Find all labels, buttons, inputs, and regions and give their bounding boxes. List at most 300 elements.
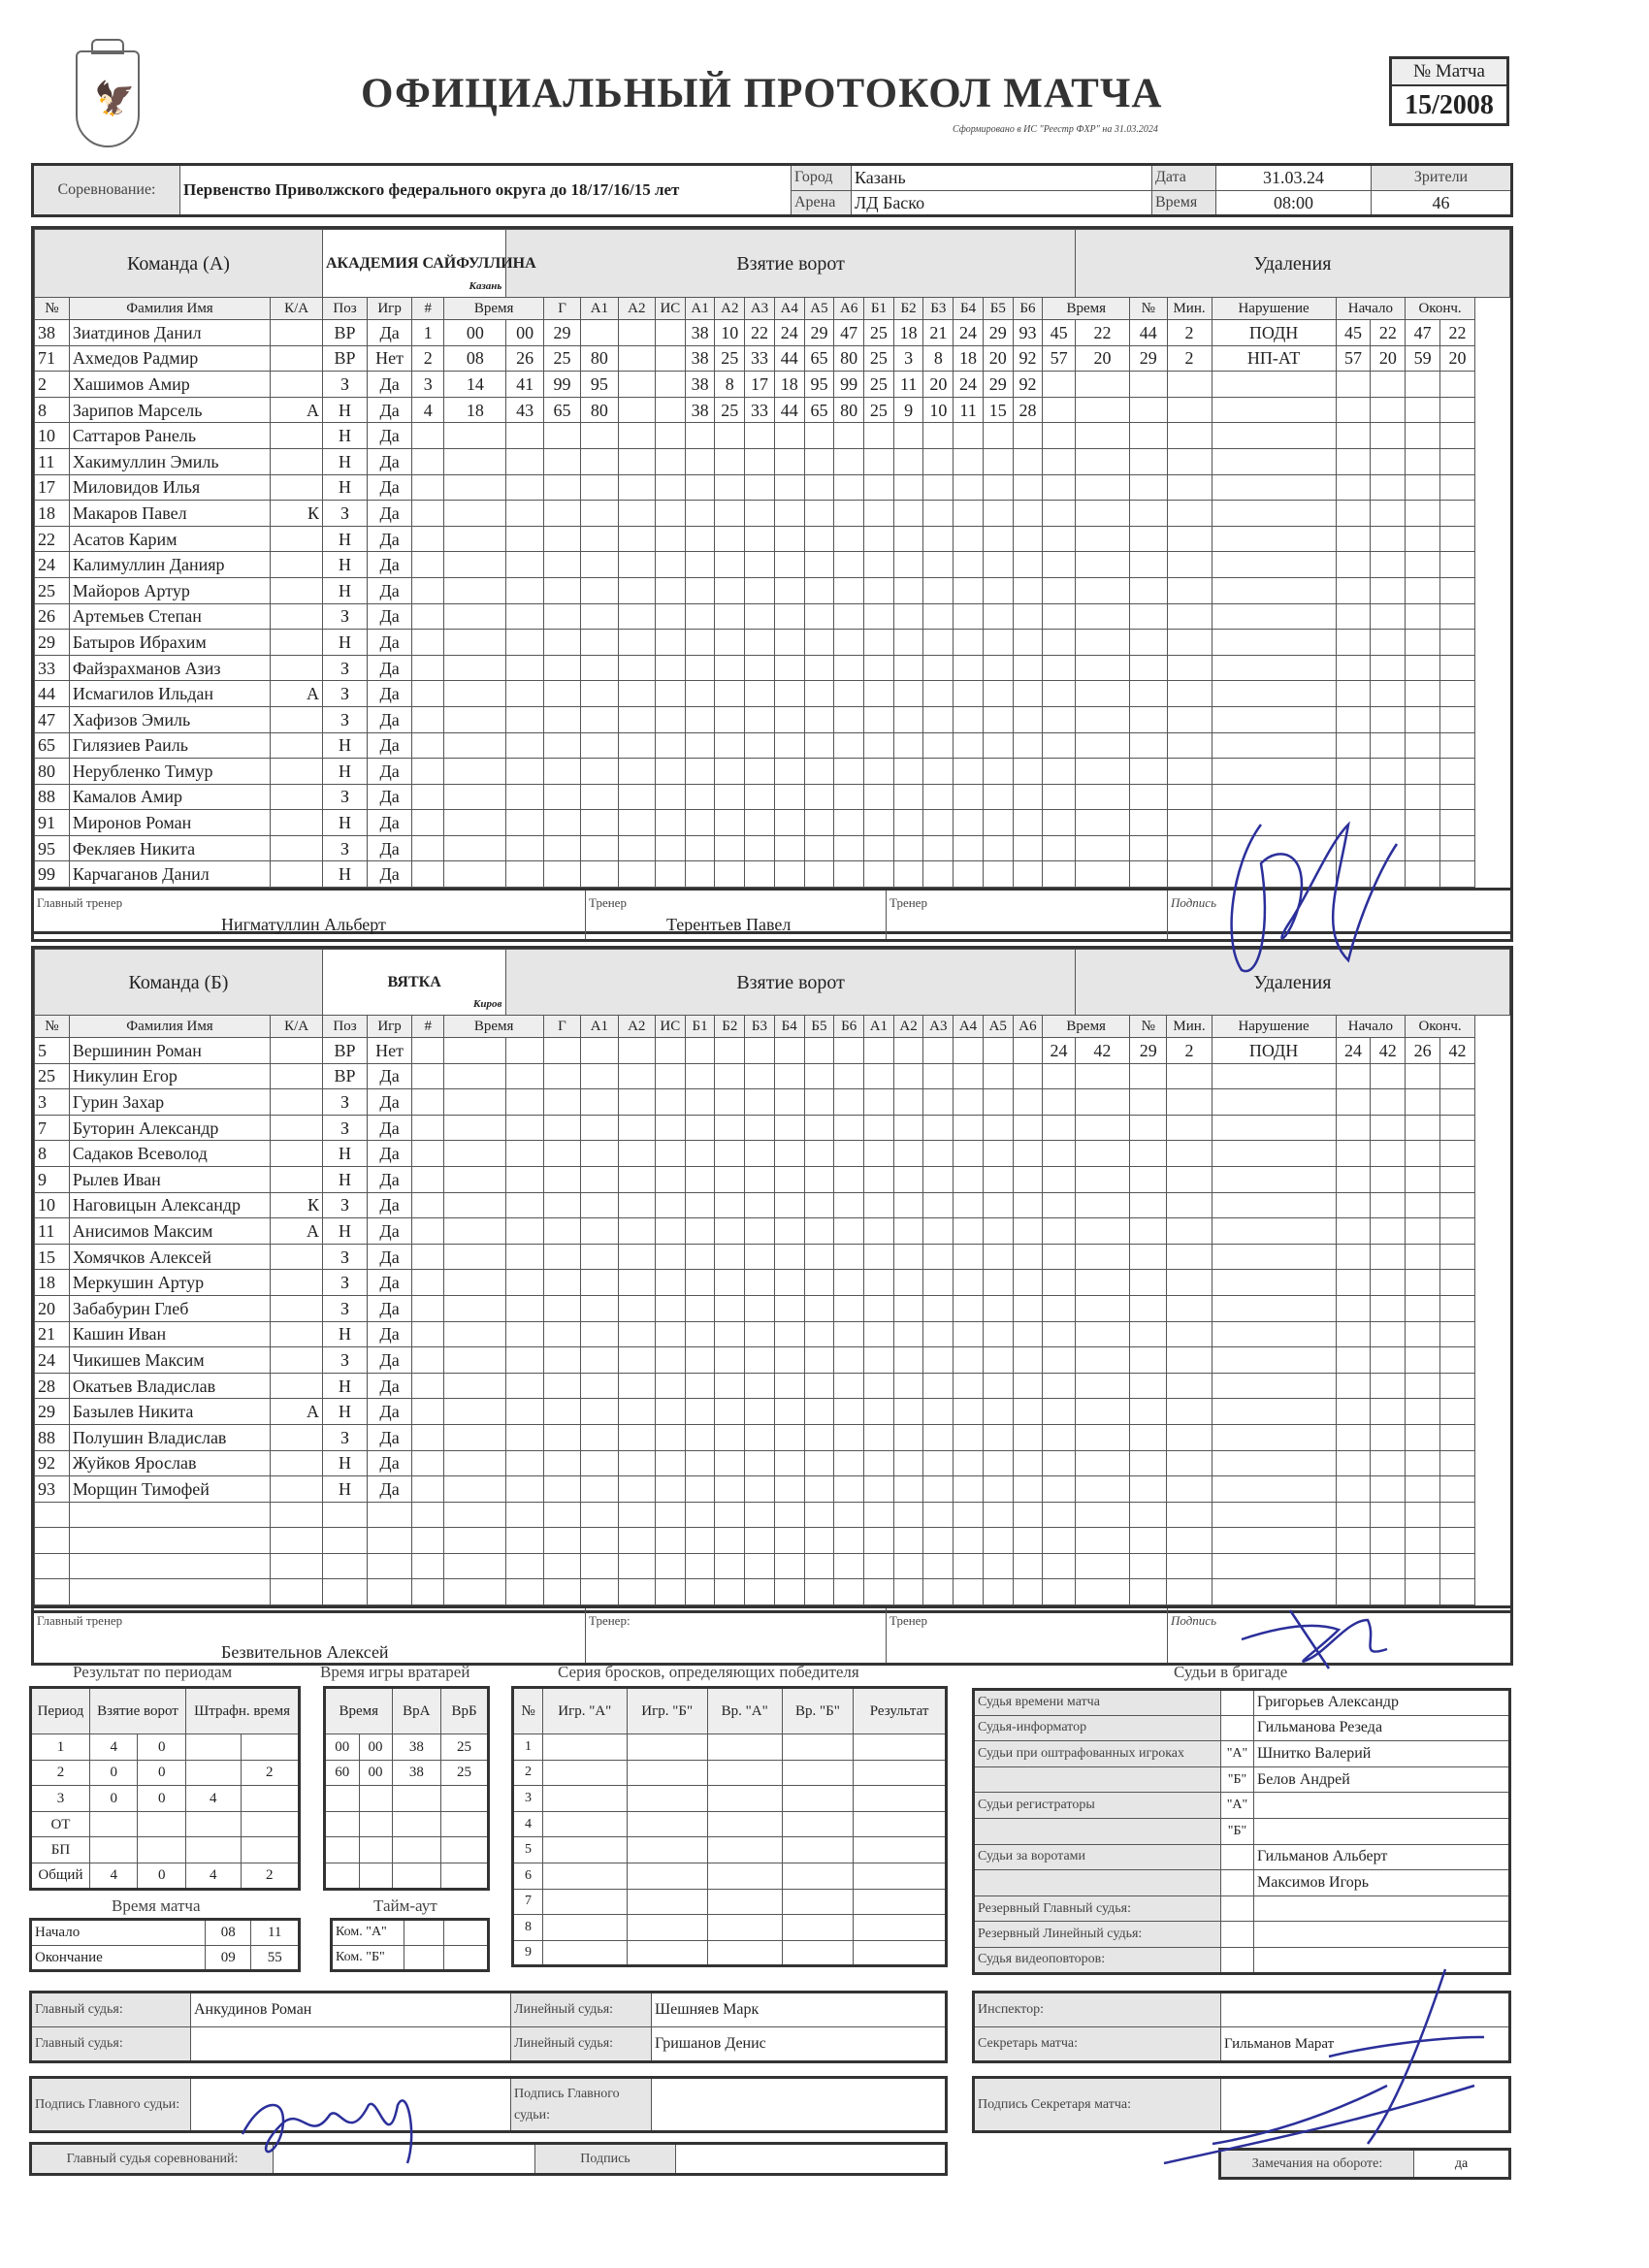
city-label: Город	[792, 165, 852, 191]
gk-h-b: ВрБ	[441, 1688, 489, 1734]
table-row	[35, 320, 1510, 346]
shootout-cell	[782, 1889, 854, 1915]
goal-cell	[506, 1321, 543, 1347]
penalty-cell	[1167, 372, 1212, 398]
onice-cell	[1013, 630, 1043, 656]
onice-cell	[774, 448, 804, 474]
penalty-cell	[1043, 1373, 1075, 1399]
penalty-cell	[1167, 1424, 1212, 1450]
penalty-cell	[1130, 759, 1167, 785]
goal-cell	[618, 448, 655, 474]
penalty-cell	[1167, 1399, 1212, 1425]
penalty-cell	[1167, 1502, 1212, 1528]
team-b-table	[34, 949, 1510, 1605]
goal-cell	[412, 1399, 444, 1425]
goal-cell	[412, 759, 444, 785]
player-played: Да	[368, 861, 412, 888]
penalty-cell: 45	[1043, 320, 1075, 346]
goal-cell	[412, 1450, 444, 1476]
penalty-cell	[1043, 681, 1075, 707]
team-b-col-10: ИС	[655, 1016, 685, 1038]
onice-cell	[923, 1579, 954, 1605]
onice-cell	[923, 1115, 954, 1141]
player-number: 24	[35, 1347, 70, 1374]
player-number: 25	[35, 1063, 70, 1089]
penalty-cell	[1336, 1399, 1371, 1425]
penalty-cell	[1371, 1270, 1406, 1296]
team-a-col-onice-2: А3	[745, 298, 775, 320]
table-row	[35, 1141, 1510, 1167]
onice-cell	[685, 630, 715, 656]
onice-cell	[1013, 1476, 1043, 1503]
goal-cell	[581, 501, 618, 527]
goal-cell	[656, 655, 686, 681]
goal-cell	[581, 1089, 618, 1116]
main-ref-1: Анкудинов Роман	[191, 1993, 511, 2027]
player-name: Наговицын Александр	[69, 1192, 270, 1218]
player-played: Да	[368, 784, 412, 810]
onice-cell	[893, 1192, 923, 1218]
penalty-cell	[1371, 1399, 1406, 1425]
penalty-cell: 20	[1440, 345, 1475, 372]
player-name: Зиатдинов Данил	[69, 320, 270, 346]
player-role	[271, 732, 323, 759]
team-b-penalties-title: Удаления	[1075, 950, 1509, 1016]
onice-cell	[864, 784, 894, 810]
onice-cell	[804, 603, 834, 630]
onice-cell	[685, 759, 715, 785]
onice-cell	[834, 1295, 864, 1321]
onice-cell	[774, 1476, 804, 1503]
match-end-h: 09	[206, 1945, 251, 1971]
penalty-cell	[1212, 1424, 1336, 1450]
goal-cell	[444, 1450, 506, 1476]
goal-cell: 00	[444, 320, 506, 346]
player-role	[271, 655, 323, 681]
goal-cell	[581, 474, 618, 501]
onice-cell	[834, 1321, 864, 1347]
penalty-cell	[1130, 1553, 1167, 1579]
penalty-cell	[1336, 1218, 1371, 1245]
onice-cell	[923, 1063, 954, 1089]
table-row	[35, 759, 1510, 785]
player-played: Да	[368, 681, 412, 707]
goal-cell	[444, 784, 506, 810]
player-name: Буторин Александр	[69, 1115, 270, 1141]
player-name: Карчаганов Данил	[69, 861, 270, 888]
onice-cell	[715, 1270, 745, 1296]
goal-cell	[655, 1063, 685, 1089]
onice-cell	[1013, 1373, 1043, 1399]
city-value: Казань	[852, 165, 1152, 191]
goal-cell	[655, 1553, 685, 1579]
onice-cell	[715, 1192, 745, 1218]
penalty-cell	[1075, 835, 1129, 861]
onice-cell	[715, 448, 745, 474]
onice-cell	[893, 1038, 923, 1064]
onice-cell	[685, 526, 715, 552]
goal-cell	[618, 1218, 655, 1245]
penalty-cell: 22	[1075, 320, 1129, 346]
penalty-cell	[1167, 1192, 1212, 1218]
match-start-label: Начало	[31, 1920, 206, 1946]
onice-cell	[893, 706, 923, 732]
onice-cell	[804, 1244, 834, 1270]
goal-cell	[412, 706, 444, 732]
penalty-cell	[1440, 603, 1475, 630]
shootout-title: Серия бросков, определяющих победителя	[558, 1663, 859, 1681]
shootout-header: Игр. "А"	[543, 1688, 627, 1734]
team-a-col-onice-1: А2	[715, 298, 745, 320]
onice-cell	[774, 1038, 804, 1064]
table-row	[35, 1528, 1510, 1554]
team-b-col-onice-7: А2	[893, 1016, 923, 1038]
onice-cell	[983, 1141, 1013, 1167]
goal-cell	[543, 1347, 580, 1374]
player-role	[271, 1089, 323, 1116]
shootout-cell	[627, 1915, 707, 1941]
onice-cell	[774, 655, 804, 681]
onice-cell	[715, 1399, 745, 1425]
onice-cell	[715, 1476, 745, 1503]
gk-cell	[441, 1863, 489, 1889]
penalty-cell	[1406, 577, 1440, 603]
penalty-cell	[1212, 372, 1336, 398]
onice-cell	[954, 1063, 984, 1089]
player-played: Да	[368, 706, 412, 732]
player-number: 47	[35, 706, 70, 732]
onice-cell	[864, 1476, 894, 1503]
table-row	[35, 1089, 1510, 1116]
goal-cell	[444, 1166, 506, 1192]
onice-cell: 20	[923, 372, 954, 398]
onice-cell	[923, 630, 954, 656]
goal-cell	[412, 526, 444, 552]
onice-cell	[893, 1476, 923, 1503]
brigade-name	[1254, 1895, 1510, 1922]
brigade-row	[974, 1793, 1510, 1819]
player-number: 25	[35, 577, 70, 603]
onice-cell	[834, 577, 864, 603]
penalty-cell	[1043, 1166, 1075, 1192]
time-value: 08:00	[1216, 190, 1372, 216]
table-row	[35, 1502, 1510, 1528]
penalty-cell: ПОДН	[1212, 1038, 1336, 1064]
penalty-cell	[1130, 1192, 1167, 1218]
table-row	[35, 345, 1510, 372]
line-ref-1: Шешняев Марк	[652, 1993, 947, 2027]
onice-cell	[804, 526, 834, 552]
penalty-cell	[1075, 630, 1129, 656]
goal-cell	[543, 1424, 580, 1450]
table-row	[35, 423, 1510, 449]
shootout-cell	[854, 1811, 947, 1837]
shootout-row	[513, 1734, 947, 1761]
onice-cell	[923, 577, 954, 603]
onice-cell	[864, 1502, 894, 1528]
brigade-role	[974, 1766, 1221, 1793]
onice-cell: 29	[983, 320, 1013, 346]
team-a-col-onice-6: Б1	[864, 298, 894, 320]
onice-cell	[774, 1141, 804, 1167]
brigade-team: "А"	[1221, 1741, 1254, 1767]
player-role	[271, 1244, 323, 1270]
onice-cell	[774, 501, 804, 527]
goal-cell	[506, 1553, 543, 1579]
onice-cell	[774, 1089, 804, 1116]
onice-cell	[774, 1166, 804, 1192]
penalty-cell	[1212, 1270, 1336, 1296]
onice-cell	[685, 1115, 715, 1141]
player-played: Да	[368, 501, 412, 527]
onice-cell: 29	[983, 372, 1013, 398]
onice-cell	[983, 810, 1013, 836]
onice-cell	[685, 603, 715, 630]
player-played: Да	[368, 320, 412, 346]
penalty-cell	[1336, 1166, 1371, 1192]
onice-cell	[983, 759, 1013, 785]
penalty-cell	[1336, 526, 1371, 552]
penalty-cell	[1043, 1089, 1075, 1116]
player-name: Хафизов Эмиль	[69, 706, 270, 732]
onice-cell	[685, 1063, 715, 1089]
table-row	[35, 630, 1510, 656]
goal-cell	[506, 526, 543, 552]
goal-cell	[506, 501, 543, 527]
penalty-cell	[1043, 1450, 1075, 1476]
player-role	[271, 1347, 323, 1374]
goal-cell: 08	[444, 345, 506, 372]
onice-cell	[1013, 1450, 1043, 1476]
player-role	[271, 1166, 323, 1192]
goal-cell	[656, 630, 686, 656]
goal-cell	[444, 1373, 506, 1399]
penalty-cell	[1336, 577, 1371, 603]
secretary-label: Секретарь матча:	[974, 2027, 1221, 2062]
penalty-cell: 22	[1440, 320, 1475, 346]
goal-cell	[618, 1502, 655, 1528]
goal-cell	[655, 1141, 685, 1167]
player-number: 5	[35, 1038, 70, 1064]
onice-cell	[745, 1218, 775, 1245]
onice-cell	[983, 423, 1013, 449]
table-row	[35, 681, 1510, 707]
onice-cell	[774, 681, 804, 707]
onice-cell	[834, 1089, 864, 1116]
onice-cell	[774, 1218, 804, 1245]
goal-cell: 1	[412, 320, 444, 346]
onice-cell	[923, 1502, 954, 1528]
player-role: А	[271, 1218, 323, 1245]
onice-cell	[954, 603, 984, 630]
goal-cell	[412, 1295, 444, 1321]
penalty-cell	[1043, 1579, 1075, 1605]
team-b-col-pen-1: №	[1130, 1016, 1167, 1038]
player-played: Да	[368, 1476, 412, 1503]
goal-cell	[543, 1373, 580, 1399]
penalty-cell	[1212, 1063, 1336, 1089]
onice-cell	[923, 759, 954, 785]
brigade-team	[1221, 1690, 1254, 1716]
goal-cell	[543, 448, 580, 474]
penalty-cell	[1440, 861, 1475, 888]
onice-cell	[1013, 861, 1043, 888]
player-number: 18	[35, 1270, 70, 1296]
onice-cell	[745, 706, 775, 732]
penalty-cell	[1130, 501, 1167, 527]
penalty-cell	[1406, 1270, 1440, 1296]
penalty-cell	[1167, 501, 1212, 527]
onice-cell	[864, 1295, 894, 1321]
penalty-cell	[1075, 1347, 1129, 1374]
player-position	[322, 1528, 367, 1554]
onice-cell	[893, 861, 923, 888]
gk-h-time: Время	[325, 1688, 393, 1734]
onice-cell	[893, 501, 923, 527]
player-name: Асатов Карим	[69, 526, 270, 552]
onice-cell	[983, 1424, 1013, 1450]
player-position: ВР	[322, 1038, 367, 1064]
onice-cell	[864, 706, 894, 732]
onice-cell	[954, 681, 984, 707]
onice-cell	[834, 1450, 864, 1476]
player-name: Зарипов Марсель	[69, 397, 270, 423]
onice-cell	[804, 810, 834, 836]
shootout-cell	[543, 1940, 627, 1966]
penalty-cell	[1440, 1321, 1475, 1347]
goal-cell	[655, 1166, 685, 1192]
player-name: Миловидов Илья	[69, 474, 270, 501]
brigade-team	[1221, 1715, 1254, 1741]
onice-cell	[834, 1579, 864, 1605]
onice-cell	[893, 603, 923, 630]
goal-cell	[444, 1089, 506, 1116]
shootout-cell	[707, 1734, 782, 1761]
penalty-cell	[1336, 759, 1371, 785]
shootout-cell	[627, 1786, 707, 1812]
onice-cell	[715, 655, 745, 681]
onice-cell	[804, 861, 834, 888]
player-role	[271, 1115, 323, 1141]
goal-cell	[506, 861, 543, 888]
goal-cell	[412, 835, 444, 861]
onice-cell: 65	[804, 397, 834, 423]
match-start-m: 11	[251, 1920, 300, 1946]
goal-cell	[506, 1192, 543, 1218]
goal-cell	[543, 1089, 580, 1116]
shootout-cell	[627, 1889, 707, 1915]
onice-cell	[715, 1089, 745, 1116]
onice-cell	[715, 552, 745, 578]
shootout-row	[513, 1786, 947, 1812]
penalty-cell	[1440, 655, 1475, 681]
team-b-col-9: А2	[618, 1016, 655, 1038]
goal-cell	[581, 577, 618, 603]
penalty-cell	[1440, 681, 1475, 707]
player-position: З	[322, 1244, 367, 1270]
penalty-cell	[1440, 1528, 1475, 1554]
penalty-cell	[1043, 448, 1075, 474]
goal-cell	[412, 1528, 444, 1554]
shootout-no: 7	[513, 1889, 543, 1915]
penalty-cell	[1043, 1270, 1075, 1296]
penalty-cell	[1371, 1295, 1406, 1321]
onice-cell	[893, 1399, 923, 1425]
player-role	[271, 423, 323, 449]
shootout-cell	[627, 1863, 707, 1889]
onice-cell	[834, 655, 864, 681]
goal-cell	[444, 474, 506, 501]
onice-cell	[834, 1063, 864, 1089]
onice-cell	[685, 732, 715, 759]
penalty-cell	[1212, 655, 1336, 681]
team-b-col-onice-3: Б4	[774, 1016, 804, 1038]
brigade-row	[974, 1741, 1510, 1767]
onice-cell	[1013, 759, 1043, 785]
penalty-cell	[1130, 1321, 1167, 1347]
goal-cell	[581, 759, 618, 785]
penalty-cell	[1167, 681, 1212, 707]
player-role	[271, 474, 323, 501]
brigade-name	[1254, 1793, 1510, 1819]
penalty-cell	[1440, 577, 1475, 603]
player-number: 80	[35, 759, 70, 785]
onice-cell	[804, 1424, 834, 1450]
onice-cell	[923, 448, 954, 474]
player-position: З	[322, 1192, 367, 1218]
penalty-cell	[1075, 1089, 1129, 1116]
penalty-cell	[1440, 397, 1475, 423]
onice-cell	[864, 448, 894, 474]
goal-cell	[506, 706, 543, 732]
onice-cell	[834, 706, 864, 732]
penalty-cell	[1440, 784, 1475, 810]
penalty-cell	[1167, 1347, 1212, 1374]
goal-cell	[618, 1192, 655, 1218]
onice-cell	[804, 1192, 834, 1218]
goal-cell	[444, 526, 506, 552]
period-row	[31, 1863, 300, 1889]
period-cell: 2	[241, 1863, 299, 1889]
goal-cell	[655, 1502, 685, 1528]
onice-cell	[685, 1399, 715, 1425]
player-played: Да	[368, 1244, 412, 1270]
penalty-cell	[1371, 681, 1406, 707]
onice-cell	[923, 810, 954, 836]
shootout-cell	[543, 1837, 627, 1863]
arena-value: ЛД Баско	[852, 190, 1152, 216]
player-number: 8	[35, 1141, 70, 1167]
goal-cell	[444, 1553, 506, 1579]
goal-cell	[506, 1166, 543, 1192]
penalty-cell	[1406, 552, 1440, 578]
onice-cell	[923, 1141, 954, 1167]
team-b-col-5: #	[412, 1016, 444, 1038]
team-b-sign-label: Подпись	[1171, 1613, 1216, 1628]
shootout-no: 4	[513, 1811, 543, 1837]
gk-cell	[392, 1863, 441, 1889]
penalty-cell	[1130, 861, 1167, 888]
onice-cell	[954, 1476, 984, 1503]
onice-cell	[983, 577, 1013, 603]
shootout-cell	[543, 1889, 627, 1915]
goal-cell	[412, 1579, 444, 1605]
penalty-cell	[1212, 1295, 1336, 1321]
penalty-cell	[1130, 448, 1167, 474]
onice-cell	[774, 1295, 804, 1321]
goal-cell: 2	[412, 345, 444, 372]
penalty-cell	[1406, 1424, 1440, 1450]
